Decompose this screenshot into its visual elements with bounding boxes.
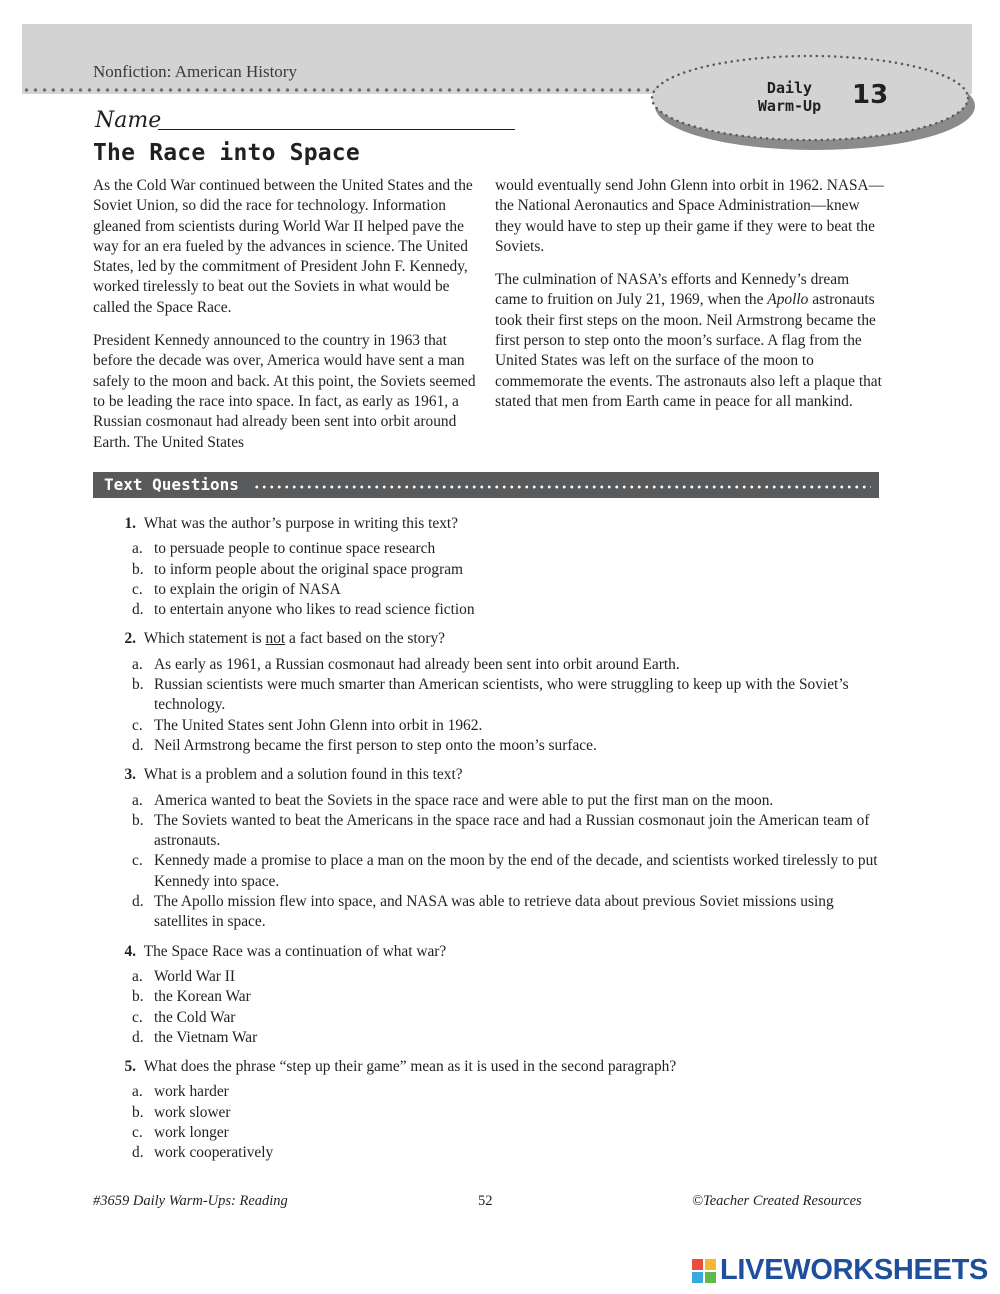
- option-letter: d.: [132, 1144, 144, 1162]
- answer-option[interactable]: [132, 1123, 890, 1143]
- option-text: the Vietnam War: [154, 1028, 258, 1046]
- option-text: America wanted to beat the Soviets in the space race and were able to put the first man on the moon.: [154, 791, 774, 809]
- option-letter: c.: [132, 1124, 143, 1142]
- liveworksheets-logo[interactable]: [692, 1254, 988, 1287]
- footer-book-title: #3659 Daily Warm-Ups: Reading: [93, 1193, 288, 1209]
- question-number: 3.: [124, 766, 136, 784]
- answer-option[interactable]: [132, 791, 890, 811]
- option-text: work harder: [154, 1083, 229, 1101]
- answer-option[interactable]: [132, 600, 890, 620]
- option-letter: b.: [132, 560, 144, 578]
- answer-option[interactable]: [132, 736, 890, 756]
- logo-block: [692, 1272, 703, 1283]
- option-text: to inform people about the original space program: [154, 560, 463, 578]
- logo-block: [692, 1259, 703, 1270]
- question-1: [110, 514, 890, 620]
- badge-line-2: Warm-Up: [757, 97, 822, 115]
- badge-label: [742, 79, 837, 115]
- option-text: to explain the origin of NASA: [154, 580, 341, 598]
- logo-text: LIVEWORKSHEETS: [720, 1254, 989, 1286]
- paragraph-3: [495, 270, 885, 412]
- answer-option[interactable]: [132, 580, 890, 600]
- logo-blocks-icon: [692, 1259, 716, 1283]
- answer-option[interactable]: [132, 560, 890, 580]
- option-text: work longer: [154, 1124, 229, 1142]
- option-text: to entertain anyone who likes to read science fiction: [154, 601, 475, 619]
- option-letter: d.: [132, 601, 144, 619]
- underlined-word: not: [265, 630, 286, 648]
- answer-option[interactable]: [132, 987, 890, 1007]
- paragraph-1: As the Cold War continued between the United States and the Soviet Union, so did the race for technology. Information gleaned from scientists during World War II helped pave the way for an era fueled by the advances in science. The United States, led by the commitment of President John F. Kennedy, worked tirelessly to beat out the Soviets in what would be called the Space Race.: [93, 177, 473, 316]
- apollo-italic: Apollo: [767, 291, 809, 309]
- paragraph-3-start: The culmination of NASA’s efforts and Kennedy’s dream came to fruition on July 21, 1969, when the: [495, 271, 850, 309]
- question-text: What is a problem and a solution found in this text?: [143, 766, 463, 784]
- option-text: work cooperatively: [154, 1144, 274, 1162]
- option-text: the Korean War: [154, 988, 251, 1006]
- answer-option[interactable]: [132, 675, 890, 716]
- name-input-line[interactable]: [158, 129, 515, 130]
- header-dotted-rule: [22, 87, 662, 93]
- question-text-start: Which statement is: [143, 630, 266, 648]
- page-title: The Race into Space: [93, 140, 360, 166]
- paragraph-2-continued: would eventually send John Glenn into orbit in 1962. NASA—the National Aeronautics and Space Administration—knew they would have to step up their game if they were to beat the Soviets.: [495, 177, 885, 255]
- option-letter: b.: [132, 811, 144, 829]
- footer-copyright: ©Teacher Created Resources: [692, 1193, 862, 1209]
- option-letter: c.: [132, 716, 143, 734]
- badge-line-1: Daily: [766, 79, 813, 97]
- option-text: World War II: [154, 967, 236, 985]
- answer-option[interactable]: [132, 1143, 890, 1163]
- answer-option[interactable]: [132, 1008, 890, 1028]
- question-text: The Space Race was a continuation of what war?: [143, 942, 447, 960]
- answer-option[interactable]: [132, 1103, 890, 1123]
- option-text: Kennedy made a promise to place a man on the moon by the end of the decade, and scientists worked tirelessly to put Kennedy into space.: [154, 852, 878, 890]
- option-letter: a.: [132, 967, 143, 985]
- name-label: Name: [95, 108, 162, 133]
- passage-column-left: [93, 176, 478, 466]
- option-letter: c.: [132, 580, 143, 598]
- question-text-end: a fact based on the story?: [285, 630, 446, 648]
- option-letter: b.: [132, 1103, 144, 1121]
- answer-option[interactable]: [132, 716, 890, 736]
- answer-option[interactable]: [132, 1028, 890, 1048]
- answer-option[interactable]: [132, 1082, 890, 1102]
- option-text: Russian scientists were much smarter than American scientists, who were struggling to keep up with the Soviet’s technology.: [154, 676, 849, 714]
- answer-option[interactable]: [132, 967, 890, 987]
- option-letter: a.: [132, 540, 143, 558]
- badge-number: 13: [852, 80, 889, 110]
- footer-page-number: 52: [478, 1193, 493, 1209]
- passage-column-right: [495, 176, 885, 425]
- option-letter: d.: [132, 893, 144, 911]
- series-label: Nonfiction: American History: [93, 62, 297, 81]
- answer-option[interactable]: [132, 892, 890, 933]
- option-text: As early as 1961, a Russian cosmonaut had already been sent into orbit around Earth.: [154, 655, 680, 673]
- questions-list: [110, 514, 890, 1173]
- question-text: What does the phrase “step up their game” mean as it is used in the second paragraph?: [143, 1058, 677, 1076]
- paragraph-2: President Kennedy announced to the country in 1963 that before the decade was over, America would have sent a man safely to the moon and back. At this point, the Soviets seemed to be leading the race into space. In fact, as early as 1961, a Russian cosmonaut had already been sent into orbit around Earth. The United States: [93, 332, 476, 451]
- option-letter: c.: [132, 1008, 143, 1026]
- question-3: [110, 765, 890, 932]
- option-letter: a.: [132, 791, 143, 809]
- option-letter: b.: [132, 676, 144, 694]
- text-questions-label: Text Questions: [104, 475, 239, 494]
- option-text: Neil Armstrong became the first person to step onto the moon’s surface.: [154, 736, 597, 754]
- answer-option[interactable]: [132, 655, 890, 675]
- answer-option[interactable]: [132, 851, 890, 892]
- paragraph-3-end: astronauts took their first steps on the moon. Neil Armstrong became the first person to step onto the moon’s surface. A flag from the United States was left on the surface of the moon to commemorate the events. The astronauts also left a plaque that stated that men from Earth came in peace for all mankind.: [495, 291, 882, 410]
- question-text: [144, 629, 445, 649]
- option-text: the Cold War: [154, 1008, 236, 1026]
- option-text: work slower: [154, 1103, 231, 1121]
- option-letter: b.: [132, 988, 144, 1006]
- option-text: The Apollo mission flew into space, and NASA was able to retrieve data about previous Soviet missions using satellites in space.: [154, 893, 834, 931]
- answer-option[interactable]: [132, 539, 890, 559]
- answer-option[interactable]: [132, 811, 890, 852]
- question-text: What was the author’s purpose in writing this text?: [143, 515, 459, 532]
- question-number: 2.: [124, 630, 136, 648]
- option-letter: d.: [132, 1028, 144, 1046]
- question-2: [110, 629, 890, 756]
- logo-block: [705, 1272, 716, 1283]
- option-letter: a.: [132, 1083, 143, 1101]
- option-letter: c.: [132, 852, 143, 870]
- question-number: 4.: [124, 942, 136, 960]
- option-text: to persuade people to continue space research: [154, 540, 436, 558]
- question-number: 5.: [124, 1058, 136, 1076]
- logo-block: [705, 1259, 716, 1270]
- text-questions-dots: [253, 483, 871, 491]
- option-text: The United States sent John Glenn into orbit in 1962.: [154, 716, 483, 734]
- question-number: 1.: [124, 515, 136, 532]
- option-text: The Soviets wanted to beat the Americans in the space race and had a Russian cosmonaut join the American team of astronauts.: [154, 811, 870, 850]
- question-4: [110, 942, 890, 1048]
- question-5: [110, 1057, 890, 1163]
- option-letter: a.: [132, 655, 143, 673]
- option-letter: d.: [132, 736, 144, 754]
